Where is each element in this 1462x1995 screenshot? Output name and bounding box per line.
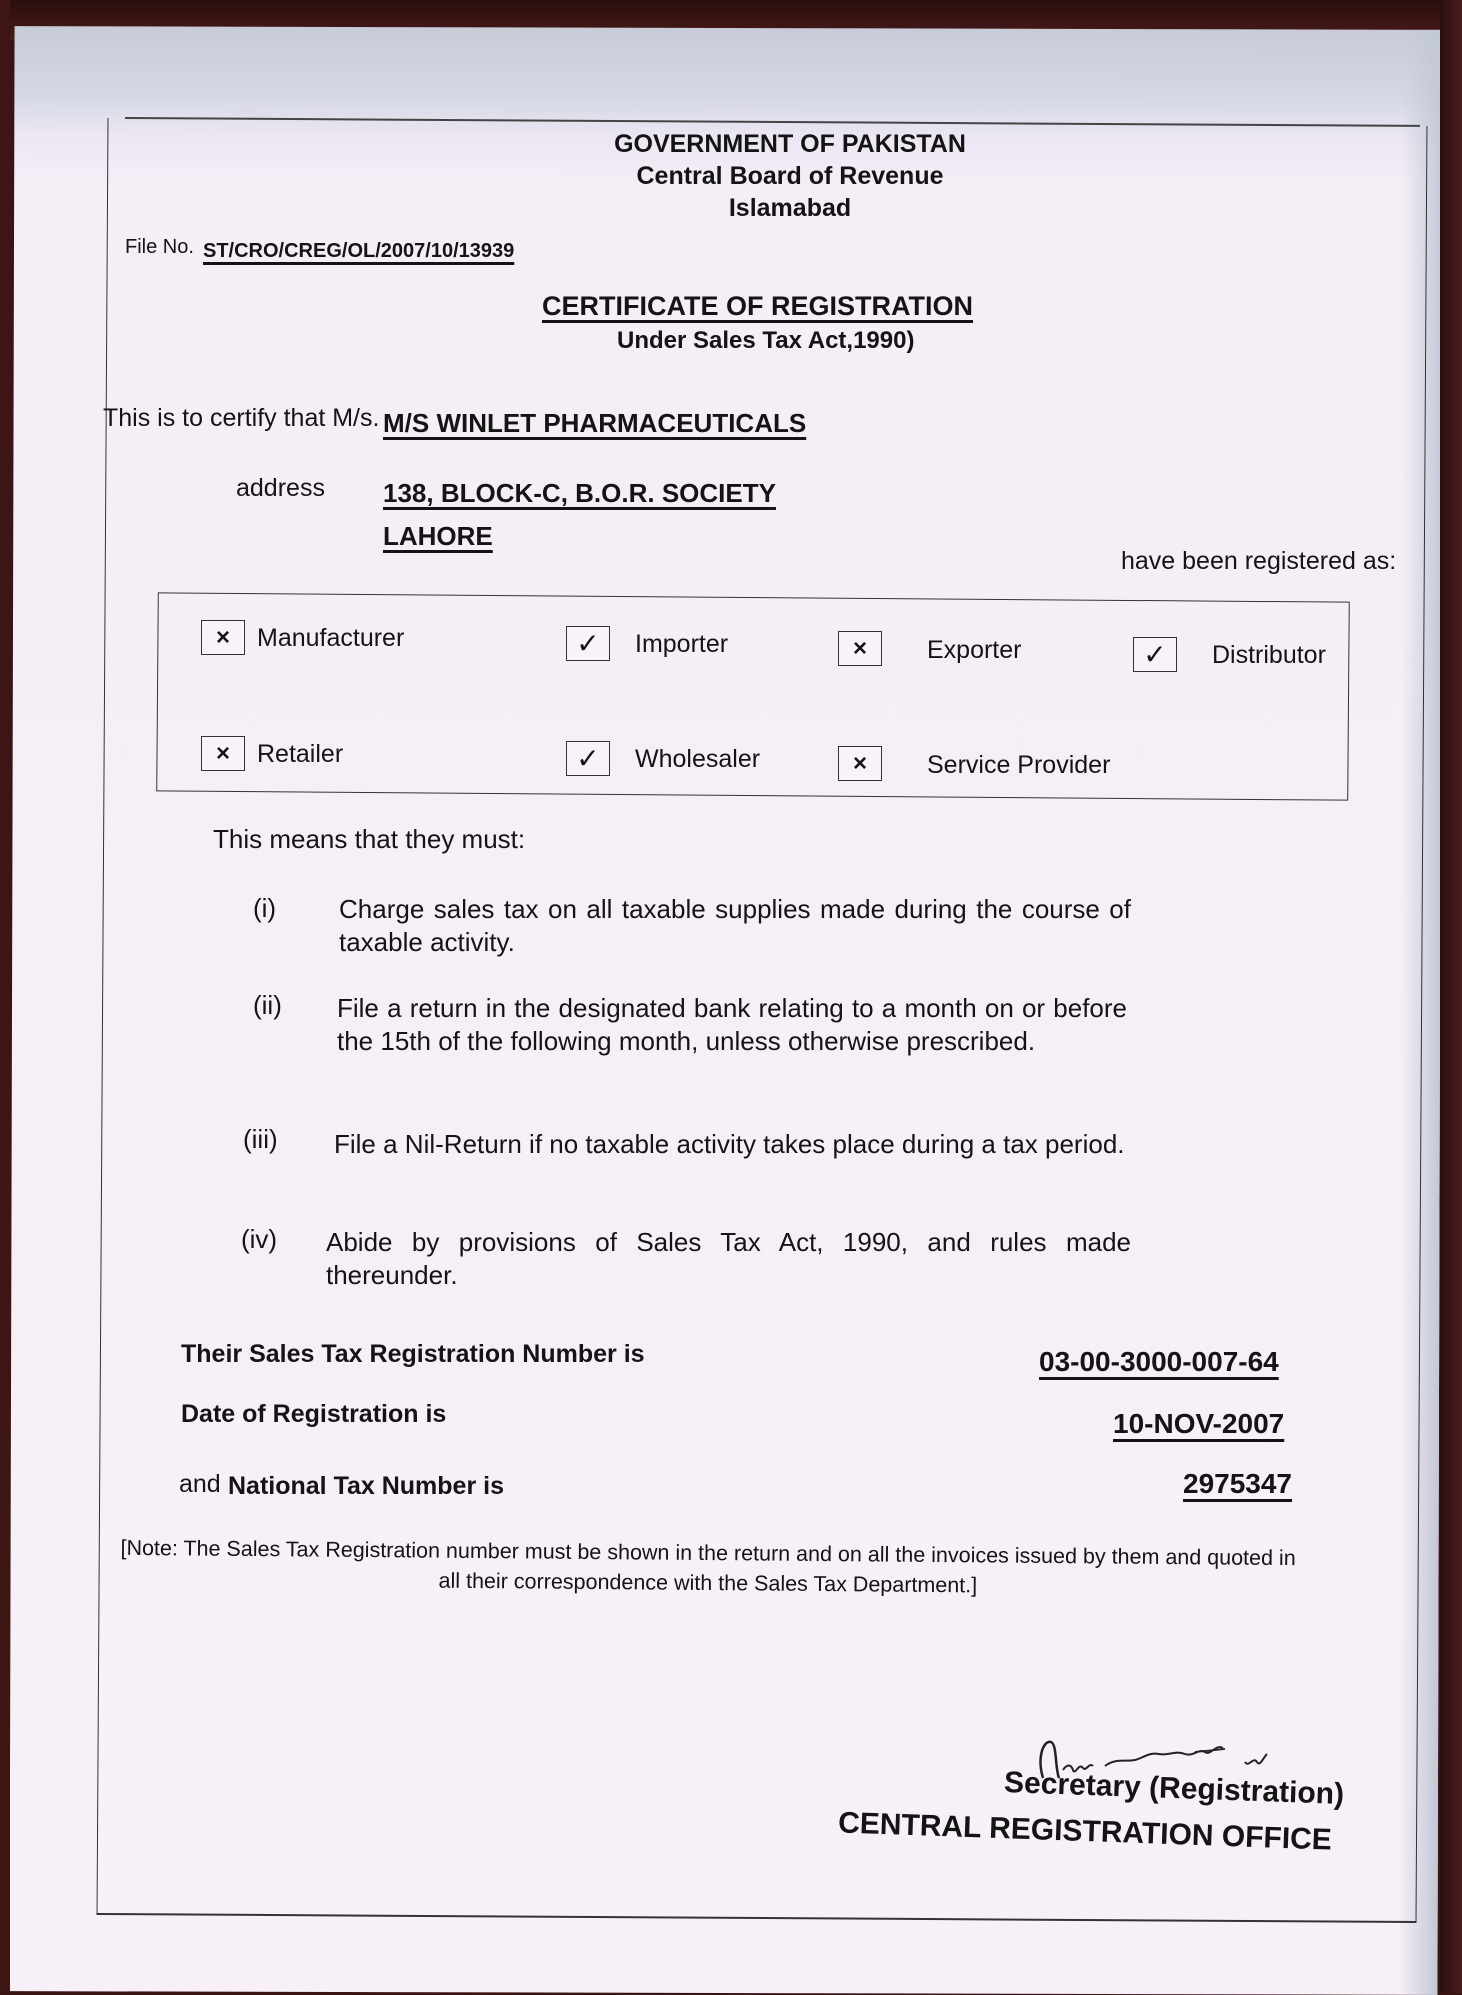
checkmark-icon: ✓ (1143, 639, 1167, 670)
strn-value: 03-00-3000-007-64 (1039, 1346, 1279, 1377)
header-board: Central Board of Revenue (636, 162, 944, 190)
obligation-number: (iii) (243, 1124, 278, 1154)
certificate-title: CERTIFICATE OF REGISTRATION (542, 291, 973, 321)
ntn-label-prefix: and (179, 1470, 221, 1498)
cross-icon: × (215, 740, 230, 767)
certificate-subtitle: Under Sales Tax Act,1990) (617, 327, 915, 354)
distributor-checkbox (1133, 637, 1177, 672)
obligation-text: File a Nil-Return if no taxable activity takes place during a tax period. (334, 1129, 1125, 1159)
obligation-text: File a return in the designated bank relating to a month on or before the 15th of the following month, unless otherwise prescribed. (337, 993, 1127, 1056)
company-name: M/S WINLET PHARMACEUTICALS (383, 408, 807, 438)
ntn-value: 2975347 (1183, 1468, 1293, 1499)
obligation-text: Abide by provisions of Sales Tax Act, 1990, and rules made thereunder. (326, 1227, 1131, 1290)
checkmark-icon: ✓ (576, 628, 600, 659)
importer-checkbox (566, 626, 610, 661)
role-label-importer: Importer (635, 630, 729, 658)
role-label-exporter: Exporter (927, 636, 1022, 664)
obligation-number: (ii) (253, 990, 282, 1020)
file-no-value: ST/CRO/CREG/OL/2007/10/13939 (203, 240, 515, 262)
cross-icon: × (852, 635, 867, 662)
picture-frame-right (1440, 0, 1462, 1993)
role-label-distributor: Distributor (1212, 641, 1326, 669)
role-label-retailer: Retailer (257, 740, 344, 768)
signatory-title: Secretary (Registration) (1003, 1766, 1345, 1811)
obligation-number: (iv) (241, 1224, 278, 1254)
registered-as-label: have been registered as: (1121, 547, 1397, 575)
wholesaler-checkbox (566, 741, 610, 776)
strn-label: Their Sales Tax Registration Number is (181, 1340, 645, 1368)
certify-intro: This is to certify that M/s. (103, 404, 380, 432)
file-no-label: File No. (125, 236, 194, 258)
cross-icon: × (852, 750, 867, 777)
role-label-service-provider: Service Provider (927, 751, 1111, 779)
footnote: [Note: The Sales Tax Registration number must be shown in the return and on all the invoices issued by them and quoted in all their correspondence with the Sales Tax Department.] (120, 1535, 1296, 1598)
cross-icon: × (215, 624, 230, 651)
address-label: address (236, 474, 325, 502)
picture-frame-left (0, 0, 10, 1993)
registration-date-value: 10-NOV-2007 (1113, 1408, 1285, 1439)
header-city: Islamabad (728, 194, 852, 222)
manufacturer-checkbox (201, 620, 245, 655)
ntn-label: National Tax Number is (228, 1472, 504, 1500)
service-provider-checkbox (838, 746, 882, 781)
role-label-manufacturer: Manufacturer (257, 624, 405, 652)
signatory-office: CENTRAL REGISTRATION OFFICE (837, 1806, 1333, 1857)
retailer-checkbox (201, 736, 245, 771)
role-label-wholesaler: Wholesaler (635, 745, 761, 773)
registration-date-label: Date of Registration is (181, 1400, 447, 1428)
checkmark-icon: ✓ (576, 743, 600, 774)
obligations-intro: This means that they must: (213, 824, 526, 854)
address-line-2: LAHORE (383, 521, 493, 551)
address-line-1: 138, BLOCK-C, B.O.R. SOCIETY (383, 478, 776, 508)
obligation-number: (i) (253, 893, 277, 923)
header-government: GOVERNMENT OF PAKISTAN (614, 130, 966, 158)
exporter-checkbox (838, 631, 882, 666)
obligation-text: Charge sales tax on all taxable supplies made during the course of taxable activity. (339, 894, 1131, 957)
